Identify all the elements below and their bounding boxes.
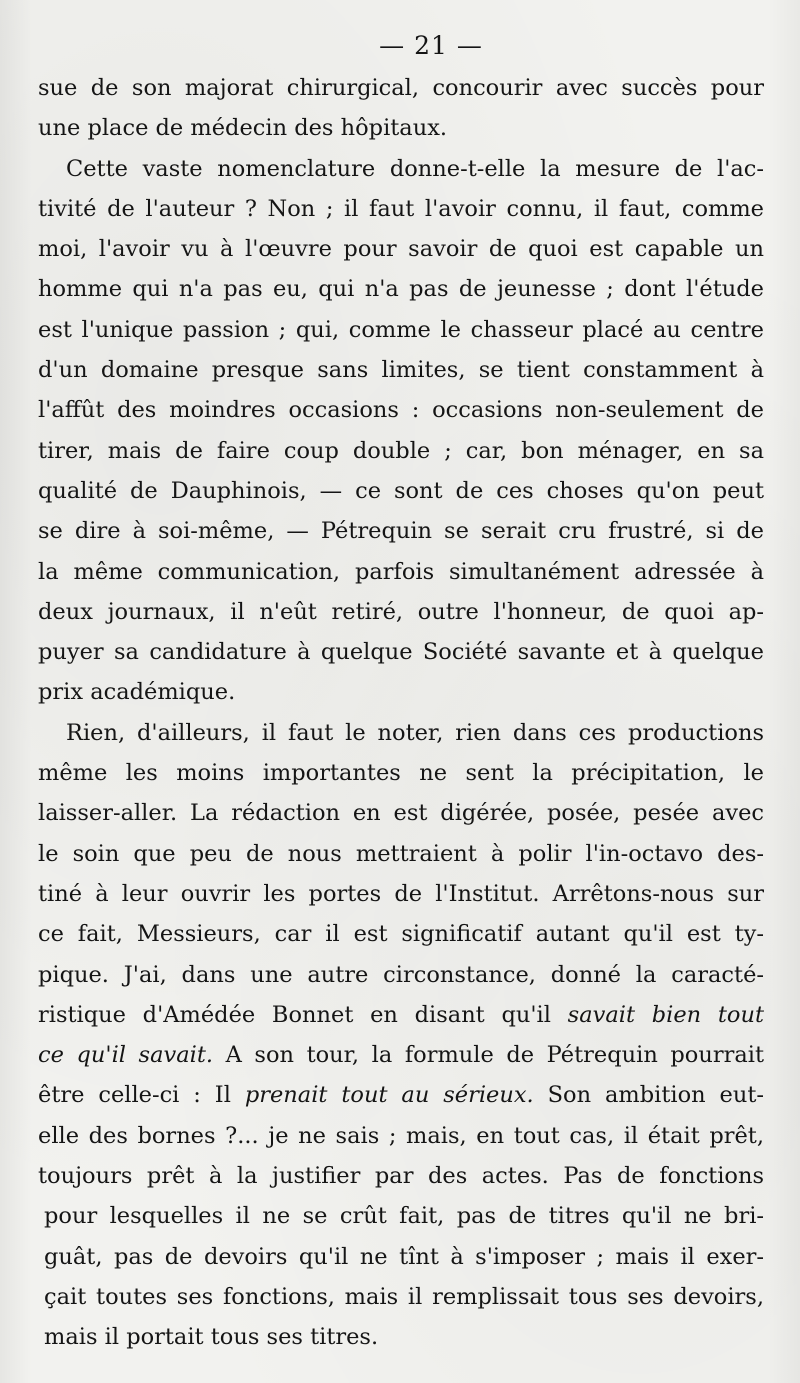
line-segment: A son tour, la formule de Pétrequin pourrait	[225, 1042, 764, 1069]
text-line: toujours prêt à la justifier par des actes. Pas de fonctions	[38, 1163, 764, 1190]
text-line: est l'unique passion ; qui, comme le chasseur placé au centre	[38, 316, 764, 343]
text-line	[38, 995, 764, 1035]
italic-phrase: ce qu'il savait.	[38, 1042, 214, 1069]
text-line: laisser-aller. La rédaction en est digérée, posée, pesée avec	[38, 800, 764, 827]
line-segment: Son ambition eut-	[547, 1082, 764, 1109]
text-line: sue de son majorat chirurgical, concourir avec succès pour	[38, 75, 764, 101]
line-segment: ristique d'Amédée Bonnet en disant qu'il	[38, 1001, 551, 1028]
text-line	[38, 1035, 764, 1075]
text-line: tivité de l'auteur ? Non ; il faut l'avoir connu, il faut, comme	[38, 195, 764, 222]
text-line: une place de médecin des hôpitaux.	[38, 115, 448, 142]
book-page	[38, 28, 764, 1358]
text-line: moi, l'avoir vu à l'œuvre pour savoir de quoi est capable un	[38, 236, 764, 263]
text-line: même les moins importantes ne sent la précipitation, le	[38, 760, 764, 787]
italic-phrase: prenait tout au sérieux.	[244, 1082, 534, 1109]
text-line: puyer sa candidature à quelque Société savante et à quelque	[38, 639, 764, 666]
page-number: — 21 —	[379, 31, 483, 60]
text-line: elle des bornes ?... je ne sais ; mais, en tout cas, il était prêt,	[38, 1122, 764, 1149]
text-line: Rien, d'ailleurs, il faut le noter, rien dans ces productions	[66, 719, 764, 746]
paragraph-2	[38, 149, 764, 713]
text-line: d'un domaine presque sans limites, se tient constamment à	[38, 357, 764, 384]
text-line: homme qui n'a pas eu, qui n'a pas de jeunesse ; dont l'étude	[38, 276, 764, 303]
text-line: se dire à soi-même, — Pétrequin se serait cru frustré, si de	[38, 518, 764, 545]
text-line: le soin que peu de nous mettraient à polir l'in-octavo des-	[38, 840, 764, 867]
text-line: mais il portait tous ses titres.	[44, 1324, 379, 1351]
text-line	[38, 1075, 764, 1115]
paragraph-1	[38, 68, 764, 149]
text-line: tirer, mais de faire coup double ; car, bon ménager, en sa	[38, 437, 764, 464]
text-line: ce fait, Messieurs, car il est significatif autant qu'il est ty-	[38, 921, 764, 948]
text-line: prix académique.	[38, 679, 236, 706]
line-segment: être celle-ci : Il	[38, 1082, 231, 1109]
text-line: pour lesquelles il ne se crût fait, pas de titres qu'il ne bri-	[44, 1203, 764, 1230]
text-line: qualité de Dauphinois, — ce sont de ces choses qu'on peut	[38, 477, 764, 504]
text-line: guât, pas de devoirs qu'il ne tînt à s'imposer ; mais il exer-	[44, 1243, 764, 1270]
text-line: pique. J'ai, dans une autre circonstance, donné la caracté-	[38, 961, 764, 988]
italic-phrase: savait bien tout	[567, 1001, 764, 1028]
text-line: Cette vaste nomenclature donne-t-elle la mesure de l'ac-	[66, 155, 764, 182]
text-line: tiné à leur ouvrir les portes de l'Institut. Arrêtons-nous sur	[38, 880, 764, 907]
text-line: çait toutes ses fonctions, mais il remplissait tous ses devoirs,	[44, 1283, 764, 1310]
text-line: deux journaux, il n'eût retiré, outre l'honneur, de quoi ap-	[38, 598, 764, 625]
text-line: l'affût des moindres occasions : occasions non-seulement de	[38, 397, 764, 424]
paragraph-3	[38, 713, 764, 1358]
text-line: la même communication, parfois simultanément adressée à	[38, 558, 764, 585]
